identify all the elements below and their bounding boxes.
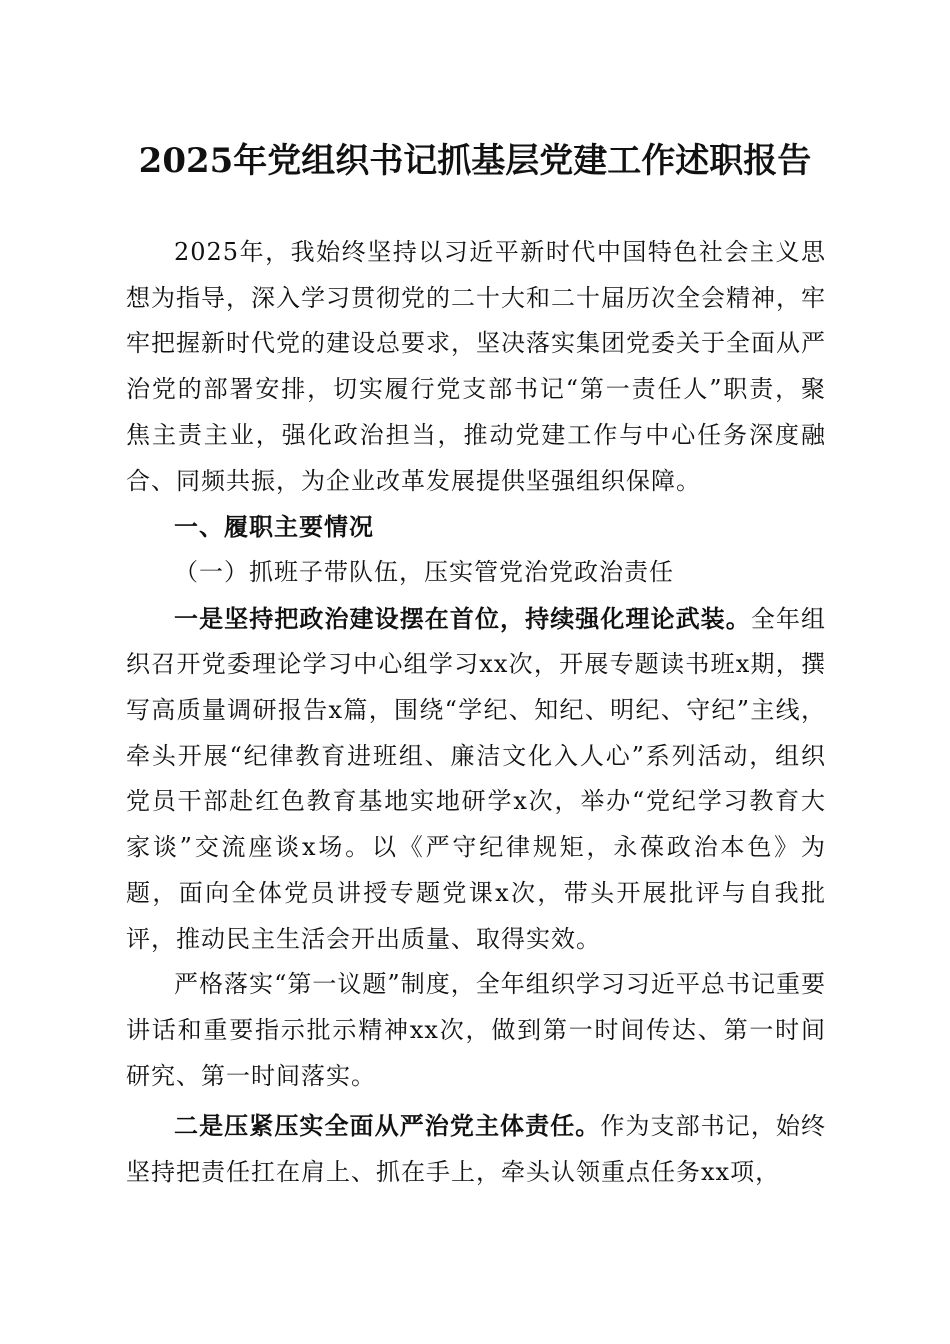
document-title: 2025年党组织书记抓基层党建工作述职报告 bbox=[138, 141, 812, 181]
document-body bbox=[126, 230, 826, 1196]
paragraph-lead: 二是压紧压实全面从严治党主体责任。 bbox=[174, 1111, 601, 1141]
paragraph-body: 全年组织召开党委理论学习中心组学习xx次，开展专题读书班x期，撰写高质量调研报告x篇，围绕“学纪、知纪、明纪、守纪”主线，牵头开展“纪律教育进班组、廉洁文化入人心”系列活动，组织党员干部赴红色教育基地实地研学x次，举办“党纪学习教育大家谈”交流座谈x场。以《严守纪律规矩，永葆政治本色》为题，面向全体党员讲授专题党课x次，带头开展批评与自我批评，推动民主生活会开出质量、取得实效。 bbox=[126, 604, 827, 953]
subsection-heading: （一）抓班子带队伍，压实管党治党政治责任 bbox=[174, 557, 674, 586]
paragraph-lead: 一是坚持把政治建设摆在首位，持续强化理论武装。 bbox=[174, 603, 751, 633]
intro-paragraph: 2025年，我始终坚持以习近平新时代中国特色社会主义思想为指导，深入学习贯彻党的二十大和二十届历次全会精神，牢牢把握新时代党的建设总要求，坚决落实集团党委关于全面从严治党的部署安排，切实履行党支部书记“第一责任人”职责，聚焦主责主业，强化政治担当，推动党建工作与中心任务深度融合、同频共振，为企业改革发展提供坚强组织保障。 bbox=[126, 238, 826, 495]
paragraph-first-topic: 严格落实“第一议题”制度，全年组织学习习近平总书记重要讲话和重要指示批示精神xx次，做到第一时间传达、第一时间研究、第一时间落实。 bbox=[126, 970, 826, 1090]
paragraph-body: 作为支部书记，始终坚持把责任扛在肩上、抓在手上，牵头认领重点任务xx项， bbox=[126, 1112, 826, 1187]
paragraph-political-building bbox=[126, 596, 826, 963]
section-heading: 一、履职主要情况 bbox=[174, 512, 374, 542]
paragraph-responsibility bbox=[126, 1103, 826, 1195]
